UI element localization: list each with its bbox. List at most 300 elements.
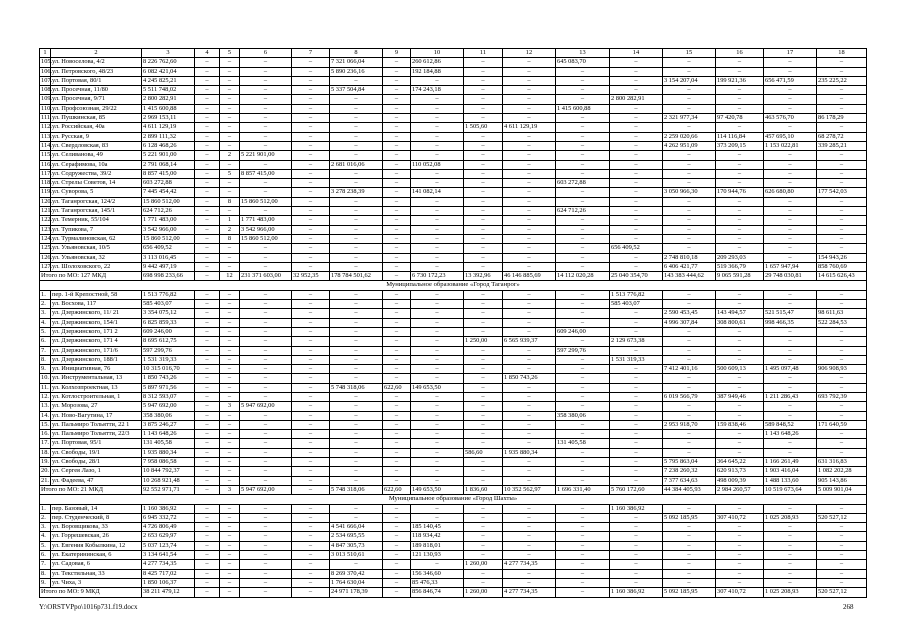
table-cell: – (610, 86, 663, 95)
table-body (40, 49, 867, 598)
table-cell: – (663, 541, 716, 550)
table-cell: – (330, 337, 383, 346)
table-cell: – (195, 439, 220, 448)
table-cell: 86 178,29 (817, 114, 867, 123)
table-cell: – (464, 290, 503, 299)
column-number-cell: 7 (292, 49, 330, 58)
row-number: 4. (40, 532, 51, 541)
table-cell: – (240, 430, 292, 439)
table-cell: – (817, 95, 867, 104)
table-cell: 520 527,12 (817, 588, 867, 597)
table-cell: – (411, 318, 464, 327)
table-cell: – (556, 448, 610, 457)
table-cell: – (240, 504, 292, 513)
row-number: 125. (41, 244, 53, 252)
table-cell: 15 860 512,00 (142, 234, 195, 243)
table-cell: – (764, 234, 817, 243)
table-cell: – (411, 179, 464, 188)
table-cell: – (330, 253, 383, 262)
table-cell: – (503, 244, 556, 253)
table-cell: – (610, 578, 663, 587)
table-cell: 1 260,00 (464, 588, 503, 597)
table-cell: – (663, 67, 716, 76)
table-cell: – (330, 420, 383, 429)
row-number: 10. (41, 374, 49, 382)
table-cell: – (556, 458, 610, 467)
table-cell: – (556, 532, 610, 541)
address-cell: ул. Пушкинская, 85 (51, 114, 142, 123)
address-cell: ул. Ульяновская, 32 (51, 253, 142, 262)
table-cell: – (330, 216, 383, 225)
table-cell: 38 211 479,12 (142, 588, 195, 597)
table-cell: 5 795 863,04 (663, 458, 716, 467)
address-cell: ул. Портовая, 95/1 (51, 439, 142, 448)
table-cell: – (556, 523, 610, 532)
table-cell: – (330, 402, 383, 411)
table-cell: – (764, 551, 817, 560)
column-number-row (40, 49, 867, 58)
table-cell: – (292, 541, 330, 550)
table-cell: – (330, 207, 383, 216)
table-cell: – (764, 160, 817, 169)
table-cell: 4 262 951,09 (663, 141, 716, 150)
table-cell: – (240, 467, 292, 476)
table-cell: – (464, 86, 503, 95)
table-cell: – (411, 141, 464, 150)
table-cell: – (556, 374, 610, 383)
row-number: 14. (41, 411, 49, 419)
table-cell: 3 050 966,30 (663, 188, 716, 197)
table-cell: – (240, 104, 292, 113)
table-cell: 10 268 921,48 (142, 476, 195, 485)
address-cell: ул. Новоселова, 4/2 (51, 58, 142, 67)
table-cell: 1 903 416,04 (764, 467, 817, 476)
table-cell: 68 278,72 (817, 132, 867, 141)
table-cell: – (817, 504, 867, 513)
table-cell: – (383, 346, 411, 355)
table-cell: – (195, 197, 220, 206)
table-cell: 110 052,08 (411, 160, 464, 169)
table-cell: – (383, 560, 411, 569)
table-cell: – (556, 234, 610, 243)
row-number: 4. (40, 318, 51, 327)
table-cell: – (411, 262, 464, 271)
table-cell: – (383, 169, 411, 178)
table-cell: 2 899 111,32 (142, 132, 195, 141)
table-cell: 8 425 717,02 (142, 569, 195, 578)
table-cell: – (195, 337, 220, 346)
table-cell: – (220, 346, 240, 355)
table-cell: – (464, 309, 503, 318)
table-cell: 32 952,35 (292, 272, 330, 281)
table-cell: – (220, 513, 240, 522)
table-cell: – (195, 383, 220, 392)
table-cell: – (764, 179, 817, 188)
table-cell: – (716, 104, 764, 113)
column-number-cell: 13 (556, 49, 610, 58)
table-cell: 622,60 (383, 383, 411, 392)
table-cell: – (240, 95, 292, 104)
table-cell: – (240, 560, 292, 569)
table-cell: – (240, 300, 292, 309)
table-cell: – (503, 114, 556, 123)
table-cell: – (817, 300, 867, 309)
address-cell: ул. Колхозпроектная, 13 (51, 383, 142, 392)
table-cell: 174 243,18 (411, 86, 464, 95)
table-cell: – (663, 560, 716, 569)
table-cell: – (503, 179, 556, 188)
row-number: 121. (41, 207, 53, 215)
table-cell: 4 277 734,35 (503, 588, 556, 597)
table-cell: 1 935 880,34 (142, 448, 195, 457)
table-cell: – (240, 411, 292, 420)
table-cell: 5 897 971,56 (142, 383, 195, 392)
row-number: 105. (41, 58, 53, 66)
table-cell: – (556, 197, 610, 206)
table-cell: 586,60 (464, 448, 503, 457)
table-cell: – (663, 300, 716, 309)
table-cell: – (610, 151, 663, 160)
table-cell: – (663, 430, 716, 439)
table-cell: – (220, 541, 240, 550)
table-cell: 2 (220, 225, 240, 234)
table-cell: – (817, 58, 867, 67)
table-cell: 4 996 307,84 (663, 318, 716, 327)
table-cell: 4 611 129,19 (503, 123, 556, 132)
table-cell: – (292, 346, 330, 355)
table-cell: – (220, 532, 240, 541)
table-cell: – (411, 448, 464, 457)
table-cell: – (292, 67, 330, 76)
table-cell: – (556, 337, 610, 346)
address-cell: ул. Ново-Вагутина, 17 (51, 411, 142, 420)
table-cell: – (764, 411, 817, 420)
table-cell: – (503, 569, 556, 578)
table-cell: 9 442 497,19 (142, 262, 195, 271)
table-cell: – (503, 327, 556, 336)
table-cell: – (464, 523, 503, 532)
table-cell: – (556, 318, 610, 327)
table-cell: – (503, 141, 556, 150)
table-cell: – (330, 244, 383, 253)
table-cell: – (292, 420, 330, 429)
table-cell: – (556, 253, 610, 262)
table-cell: – (716, 234, 764, 243)
table-cell: – (716, 374, 764, 383)
table-cell: – (764, 244, 817, 253)
table-cell: 585 403,07 (610, 300, 663, 309)
table-cell: – (195, 262, 220, 271)
table-cell: – (240, 374, 292, 383)
table-cell: – (610, 197, 663, 206)
table-cell: – (240, 569, 292, 578)
table-row (40, 504, 867, 513)
column-number-cell: 16 (716, 49, 764, 58)
table-cell: – (716, 197, 764, 206)
table-cell: 7 445 454,42 (142, 188, 195, 197)
total-label: Итого по МО: 127 МКД (40, 272, 142, 281)
table-cell: – (240, 551, 292, 560)
table-cell: – (292, 504, 330, 513)
table-cell: – (464, 569, 503, 578)
row-number: 115. (41, 151, 52, 159)
table-cell: – (716, 411, 764, 420)
table-cell: – (330, 346, 383, 355)
table-cell: – (663, 207, 716, 216)
table-cell: – (330, 504, 383, 513)
table-row (40, 420, 867, 429)
table-cell: – (503, 523, 556, 532)
table-cell: – (411, 560, 464, 569)
table-cell: – (610, 132, 663, 141)
table-cell: 4 277 734,35 (503, 560, 556, 569)
table-cell: – (383, 355, 411, 364)
table-cell: – (411, 355, 464, 364)
table-cell: – (330, 411, 383, 420)
table-cell: – (817, 151, 867, 160)
table-cell: – (292, 225, 330, 234)
table-cell: – (411, 476, 464, 485)
row-number: 16. (41, 430, 49, 438)
table-cell: – (330, 123, 383, 132)
table-cell: – (464, 95, 503, 104)
table-cell: 307 410,72 (716, 513, 764, 522)
table-cell: – (220, 253, 240, 262)
table-cell: 159 838,46 (716, 420, 764, 429)
table-row (40, 346, 867, 355)
table-cell: – (464, 76, 503, 85)
table-cell: – (556, 560, 610, 569)
table-cell: – (292, 188, 330, 197)
table-cell: – (764, 290, 817, 299)
table-cell: – (220, 67, 240, 76)
table-cell: – (292, 234, 330, 243)
table-cell: – (195, 578, 220, 587)
table-cell: – (195, 169, 220, 178)
address-cell: ул. Суворова, 5 (51, 188, 142, 197)
table-cell: – (195, 402, 220, 411)
table-row (40, 513, 867, 522)
table-cell: – (610, 402, 663, 411)
row-number: 118. (41, 179, 52, 187)
address-cell: ул. Пальмиро Тольятти, 22/3 (51, 430, 142, 439)
table-cell: – (503, 458, 556, 467)
table-cell: – (503, 262, 556, 271)
table-cell: – (764, 346, 817, 355)
table-cell: – (817, 160, 867, 169)
row-number: 1. (40, 504, 51, 513)
table-cell: – (663, 569, 716, 578)
table-cell: 8 695 612,75 (142, 337, 195, 346)
address-cell: ул. Чиха, 3 (51, 578, 142, 587)
table-cell: – (220, 467, 240, 476)
table-cell: – (383, 458, 411, 467)
table-cell: – (716, 67, 764, 76)
table-cell: – (220, 309, 240, 318)
row-number: 19. (41, 458, 49, 466)
table-cell: – (220, 300, 240, 309)
table-cell: – (663, 160, 716, 169)
table-cell: – (292, 402, 330, 411)
table-cell: – (663, 327, 716, 336)
address-cell: ул. Тупикова, 7 (51, 225, 142, 234)
table-cell: – (464, 169, 503, 178)
table-cell: – (195, 448, 220, 457)
address-cell: ул. Ульяновская, 10/5 (51, 244, 142, 253)
table-cell: 1 771 483,00 (142, 216, 195, 225)
table-cell: – (716, 95, 764, 104)
table-cell: 5 037 123,74 (142, 541, 195, 550)
table-cell: – (330, 365, 383, 374)
table-cell: – (195, 86, 220, 95)
table-cell: – (716, 151, 764, 160)
table-cell: – (220, 476, 240, 485)
table-cell: – (610, 411, 663, 420)
table-cell: – (411, 430, 464, 439)
table-cell: 3 (220, 402, 240, 411)
table-cell: – (764, 225, 817, 234)
table-cell: – (464, 151, 503, 160)
address-cell: ул. Морозова, 27 (51, 402, 142, 411)
table-cell: – (292, 95, 330, 104)
section-title-row (40, 495, 867, 504)
table-cell: 3 542 966,00 (142, 225, 195, 234)
table-cell: – (292, 262, 330, 271)
table-cell: 5 947 692,00 (240, 485, 292, 494)
table-cell: – (716, 430, 764, 439)
table-row (40, 569, 867, 578)
row-number: 9. (40, 578, 51, 587)
table-cell: – (220, 290, 240, 299)
address-cell: ул. Просечная, 11/80 (51, 86, 142, 95)
table-row (40, 151, 867, 160)
table-cell: – (330, 234, 383, 243)
table-cell: 1 850 743,26 (503, 374, 556, 383)
table-cell: – (610, 458, 663, 467)
table-cell: – (464, 104, 503, 113)
table-cell: – (817, 532, 867, 541)
table-cell: 171 640,59 (817, 420, 867, 429)
table-cell: – (240, 253, 292, 262)
row-number: 107. (41, 76, 53, 84)
table-cell: – (330, 179, 383, 188)
table-cell: – (292, 114, 330, 123)
row-number: 8. (40, 569, 51, 578)
table-cell: – (817, 179, 867, 188)
table-cell: – (195, 272, 220, 281)
table-cell: – (220, 207, 240, 216)
table-row (40, 578, 867, 587)
table-cell: – (411, 513, 464, 522)
table-row (40, 523, 867, 532)
table-cell: 645 083,70 (556, 58, 610, 67)
table-cell: – (195, 513, 220, 522)
table-cell: – (292, 523, 330, 532)
table-cell: 14 615 626,43 (817, 272, 867, 281)
table-cell: – (817, 402, 867, 411)
table-cell: – (610, 467, 663, 476)
table-cell: – (610, 253, 663, 262)
table-cell: 5 (220, 169, 240, 178)
table-cell: – (195, 420, 220, 429)
table-cell: 1 082 202,28 (817, 467, 867, 476)
column-number-cell: 6 (240, 49, 292, 58)
table-cell: – (610, 67, 663, 76)
table-row (40, 169, 867, 178)
table-cell: – (292, 476, 330, 485)
table-cell: – (464, 541, 503, 550)
table-cell: – (411, 300, 464, 309)
table-row (40, 411, 867, 420)
table-cell: – (195, 541, 220, 550)
address-cell: ул. Профсоюзная, 29/22 (51, 104, 142, 113)
row-number: 3. (40, 523, 51, 532)
row-number: 6. (40, 337, 51, 346)
table-cell: 387 949,46 (716, 392, 764, 401)
table-cell: – (503, 467, 556, 476)
table-cell: – (503, 504, 556, 513)
row-number: 122. (41, 216, 53, 224)
table-cell: – (556, 67, 610, 76)
table-cell: – (610, 114, 663, 123)
table-cell: – (220, 188, 240, 197)
table-cell: 3 013 510,61 (330, 551, 383, 560)
table-cell: – (556, 160, 610, 169)
table-cell: – (716, 86, 764, 95)
table-cell: – (411, 169, 464, 178)
table-cell: 631 316,83 (817, 458, 867, 467)
table-cell: – (464, 225, 503, 234)
table-cell: – (411, 216, 464, 225)
table-cell: 4 847 305,73 (330, 541, 383, 550)
table-cell: – (195, 234, 220, 243)
table-cell: 2 534 695,55 (330, 532, 383, 541)
table-cell: – (383, 95, 411, 104)
table-cell: – (411, 207, 464, 216)
table-cell: – (330, 151, 383, 160)
table-cell: – (464, 318, 503, 327)
table-row (40, 188, 867, 197)
table-cell: – (383, 253, 411, 262)
table-cell: 6 565 939,37 (503, 337, 556, 346)
table-cell: 1 415 600,88 (142, 104, 195, 113)
table-cell: – (464, 355, 503, 364)
table-cell: – (240, 476, 292, 485)
table-cell: 3 875 246,27 (142, 420, 195, 429)
table-cell: – (464, 114, 503, 123)
table-cell: – (220, 104, 240, 113)
table-cell: – (411, 467, 464, 476)
table-cell: 3 113 016,45 (142, 253, 195, 262)
table-cell: – (764, 448, 817, 457)
table-row (40, 123, 867, 132)
table-cell: – (817, 578, 867, 587)
table-cell: – (195, 411, 220, 420)
table-cell: – (383, 523, 411, 532)
table-cell: – (817, 523, 867, 532)
table-cell: 85 476,33 (411, 578, 464, 587)
table-cell: – (610, 392, 663, 401)
table-cell: – (503, 160, 556, 169)
table-cell: 8 (220, 197, 240, 206)
table-cell: – (716, 207, 764, 216)
table-cell: – (330, 458, 383, 467)
table-cell: – (292, 327, 330, 336)
table-cell: – (383, 420, 411, 429)
table-cell: – (292, 578, 330, 587)
table-cell: – (503, 234, 556, 243)
table-cell: – (556, 300, 610, 309)
